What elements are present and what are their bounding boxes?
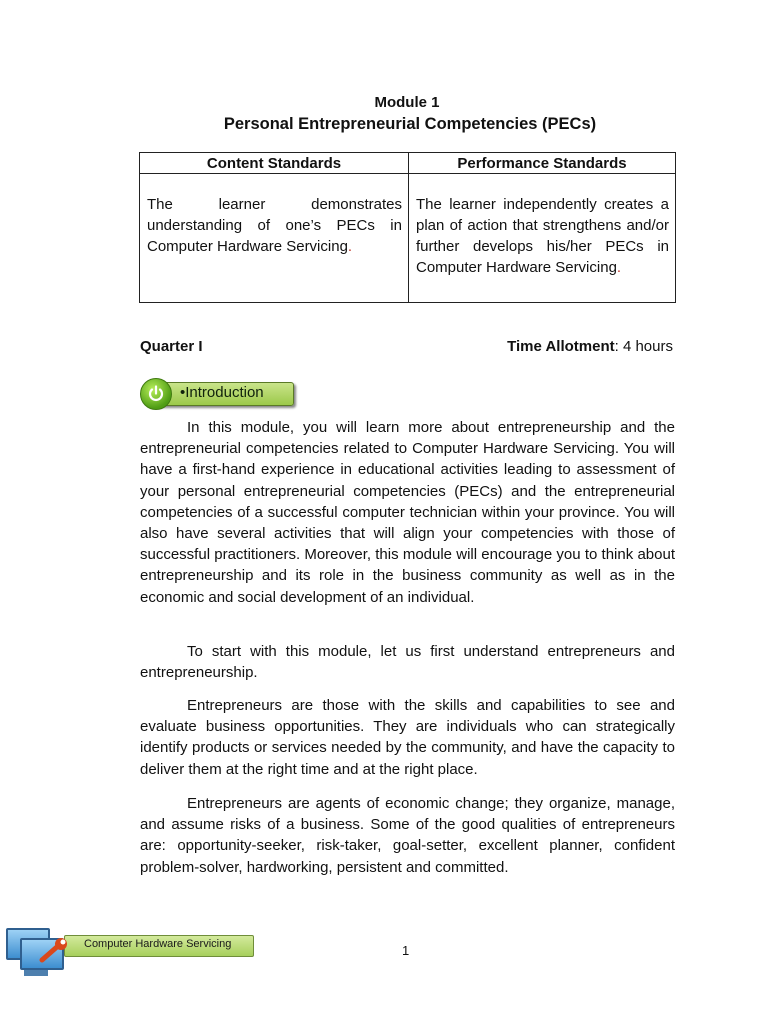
paragraph-text: To start with this module, let us first understand entrepreneurs and entrepreneurship. xyxy=(140,643,675,682)
content-standards-text: The learner demonstrates understanding of one’s PECs in Computer Hardware Servicing xyxy=(147,196,402,255)
performance-standards-text: The learner independently creates a plan of action that strengthens and/or further develops his/her PECs in Computer Hardware Servicing xyxy=(416,196,669,276)
paragraph-2 xyxy=(140,641,675,683)
paragraph-1 xyxy=(140,417,675,608)
time-allotment xyxy=(507,338,673,355)
time-allotment-value: : 4 hours xyxy=(614,338,673,355)
paragraph-4 xyxy=(140,793,675,878)
performance-standards-header: Performance Standards xyxy=(409,153,676,174)
introduction-banner xyxy=(140,378,294,408)
module-title: Personal Entrepreneurial Competencies (PECs) xyxy=(223,115,597,133)
content-standards-cell xyxy=(140,174,409,303)
module-number: Module 1 xyxy=(374,94,440,111)
paragraph-text: Entrepreneurs are those with the skills and capabilities to see and evaluate business opportunities. They are individuals who can strategically identify products or services needed by the community, and have the capacity to deliver them at the right time and at the right place. xyxy=(140,697,675,778)
quarter-label: Quarter I xyxy=(140,338,203,355)
footer-logo-text: Computer Hardware Servicing xyxy=(84,938,232,950)
content-standards-period: . xyxy=(347,238,353,255)
performance-standards-period: . xyxy=(616,259,622,276)
standards-table xyxy=(139,152,676,303)
introduction-label: •Introduction xyxy=(180,384,264,401)
paragraph-text: In this module, you will learn more about entrepreneurship and the entrepreneurial competencies related to Computer Hardware Servicing. You will have a first-hand experience in educational activities leading to assessment of your personal entrepreneurial competencies (PECs) and the entrepreneurial competencies of a successful computer technician within your province. You will also have several activities that will align your competencies with those of successful practitioners. Moreover, this module will encourage you to think about entrepreneurship and its role in the business community as well as in the economic and social development of an individual. xyxy=(140,419,675,606)
paragraph-3 xyxy=(140,695,675,780)
time-allotment-label: Time Allotment xyxy=(507,338,615,355)
wrench-icon xyxy=(38,936,72,966)
paragraph-text: Entrepreneurs are agents of economic change; they organize, manage, and assume risks of a business. Some of the good qualities of entrepreneurs are: opportunity-seeker, risk-taker, goal-setter, excellent planner, confident problem-solver, hardworking, persistent and committed. xyxy=(140,795,675,876)
performance-standards-cell xyxy=(409,174,676,303)
power-icon xyxy=(140,378,172,410)
footer-logo xyxy=(4,922,254,982)
monitor-stand-icon xyxy=(24,970,48,976)
page-number: 1 xyxy=(402,943,410,958)
content-standards-header: Content Standards xyxy=(140,153,409,174)
quarter-row xyxy=(140,338,673,355)
